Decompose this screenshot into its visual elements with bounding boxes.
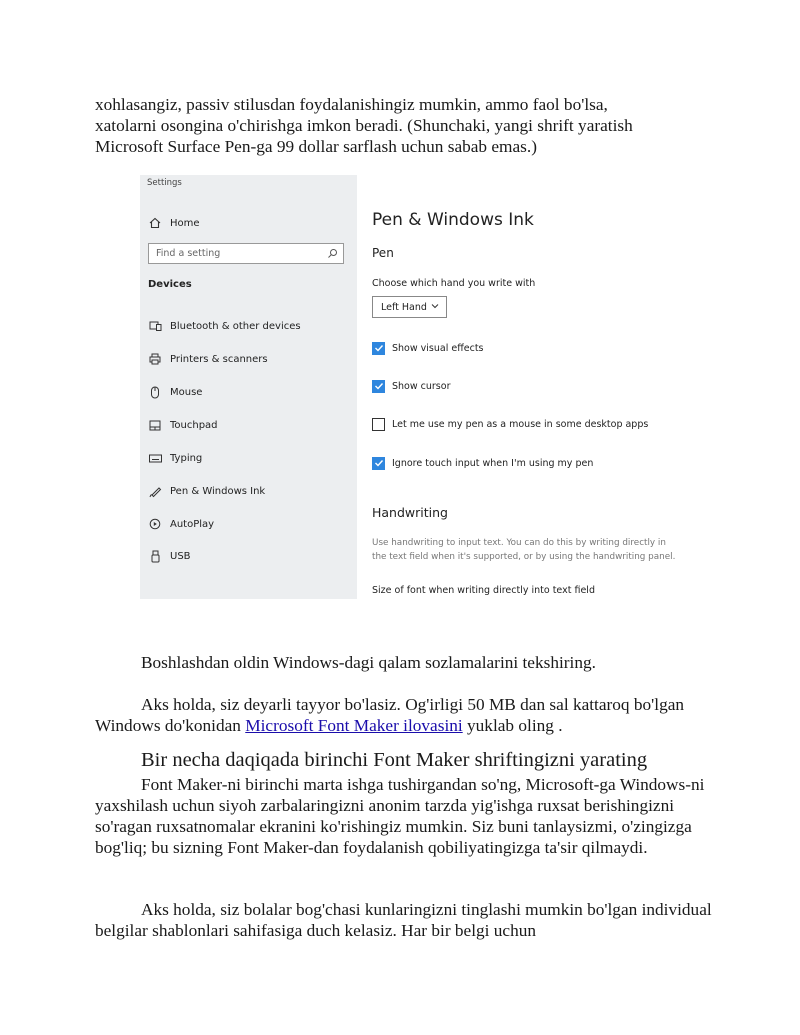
sidebar-item-home[interactable] — [148, 213, 200, 233]
check-icon — [374, 343, 384, 353]
home-icon — [148, 216, 162, 230]
sidebar-item-label: Touchpad — [170, 419, 218, 431]
touchpad-icon — [148, 418, 162, 432]
chevron-down-icon — [431, 302, 439, 310]
checkbox-ignore-touch[interactable] — [372, 455, 593, 471]
font-maker-link[interactable]: Microsoft Font Maker ilovasini — [245, 716, 463, 735]
checkbox-label: Let me use my pen as a mouse in some desktop apps — [392, 418, 649, 430]
checkbox-checked[interactable] — [372, 342, 385, 355]
image-caption: Boshlashdan oldin Windows-dagi qalam sozlamalarini tekshiring. — [141, 653, 596, 672]
mouse-icon — [148, 385, 162, 399]
sidebar-item-label: AutoPlay — [170, 518, 215, 530]
paragraph-text: yuklab oling . — [462, 716, 563, 735]
checkbox-label: Show cursor — [392, 380, 451, 392]
sidebar-item-label: Bluetooth & other devices — [170, 320, 301, 332]
checkbox-unchecked[interactable] — [372, 418, 385, 431]
paragraph-line: xohlasangiz, passiv stilusdan foydalanishingiz mumkin, ammo faol bo'lsa, — [95, 95, 608, 114]
settings-main-panel — [372, 175, 682, 599]
checkbox-label: Ignore touch input when I'm using my pen — [392, 457, 594, 469]
pen-icon — [148, 484, 162, 498]
settings-sidebar — [140, 175, 357, 599]
search-icon — [327, 248, 338, 259]
checkbox-checked[interactable] — [372, 457, 385, 470]
checkbox-label: Show visual effects — [392, 342, 484, 354]
check-icon — [374, 381, 384, 391]
page-title: Pen & Windows Ink — [372, 210, 534, 230]
sidebar-item-label: Typing — [170, 452, 203, 464]
paragraph-intro — [95, 94, 715, 157]
checkbox-show-visual-effects[interactable] — [372, 340, 484, 356]
sidebar-item-label: Mouse — [170, 386, 203, 398]
sidebar-item-mouse[interactable] — [148, 382, 202, 402]
hand-label: Choose which hand you write with — [372, 278, 536, 289]
keyboard-icon — [148, 451, 162, 465]
sidebar-item-touchpad[interactable] — [148, 415, 218, 435]
paragraph-download — [95, 694, 715, 736]
paragraph-permissions: Font Maker-ni birinchi marta ishga tushirgandan so'ng, Microsoft-ga Windows-ni yaxshilash uchun siyoh zarbalaringizni anonim tarzda yig'ishga ruxsat berishingizni so'ragan ruxsatnomalar ekranini ko'rishingiz mumkin. Siz buni tanlaysizmi, o'zingizga bog'liq; bu sizning Font Maker-dan foydalanish qobiliyatingizga ta'sir qilmaydi. — [95, 775, 705, 857]
window-title: Settings — [147, 178, 182, 188]
search-placeholder: Find a setting — [156, 248, 221, 259]
paragraph-line: Microsoft Surface Pen-ga 99 dollar sarflash uchun sabab emas.) — [95, 137, 537, 156]
section-header-handwriting: Handwriting — [372, 505, 448, 520]
check-icon — [374, 458, 384, 468]
paragraph-text: Aks holda, siz deyarli tayyor bo'lasiz. Og'irligi 50 MB dan sal kattaroq bo'lgan Windows do'konidan — [95, 695, 685, 735]
paragraph-line: xatolarni osongina o'chirishga imkon beradi. (Shunchaki, yangi shrift yaratish — [95, 116, 633, 135]
sidebar-item-label: Home — [170, 217, 200, 229]
sidebar-item-typing[interactable] — [148, 448, 202, 468]
checkbox-show-cursor[interactable] — [372, 378, 450, 394]
font-size-label: Size of font when writing directly into text field — [372, 585, 595, 596]
section-heading: Bir necha daqiqada birinchi Font Maker shriftingizni yarating — [141, 749, 648, 771]
sidebar-item-label: Printers & scanners — [170, 353, 268, 365]
search-input[interactable] — [148, 243, 344, 264]
hand-dropdown[interactable] — [372, 296, 447, 318]
autoplay-icon — [148, 517, 162, 531]
usb-icon — [148, 549, 162, 563]
sidebar-section-title: Devices — [148, 279, 192, 290]
printer-icon — [148, 352, 162, 366]
sidebar-item-label: USB — [170, 550, 191, 562]
checkbox-checked[interactable] — [372, 380, 385, 393]
handwriting-description: Use handwriting to input text. You can do this by writing directly in the text field when it's supported, or by using the handwriting panel. — [372, 538, 676, 562]
sidebar-item-printers[interactable] — [148, 349, 268, 369]
sidebar-item-usb[interactable] — [148, 546, 191, 566]
section-header-pen: Pen — [372, 246, 394, 260]
sidebar-item-label: Pen & Windows Ink — [170, 485, 266, 497]
sidebar-item-autoplay[interactable] — [148, 514, 214, 534]
sidebar-item-pen[interactable] — [148, 481, 265, 501]
checkbox-pen-as-mouse[interactable] — [372, 416, 648, 432]
sidebar-item-bluetooth[interactable] — [148, 316, 301, 336]
hand-dropdown-value: Left Hand — [381, 301, 427, 313]
paragraph-templates: Aks holda, siz bolalar bog'chasi kunlaringizni tinglashi mumkin bo'lgan individual belgilar shablonlari sahifasiga duch kelasiz. Har bir belgi uchun — [95, 900, 712, 940]
settings-screenshot — [140, 175, 682, 599]
bluetooth-devices-icon — [148, 319, 162, 333]
